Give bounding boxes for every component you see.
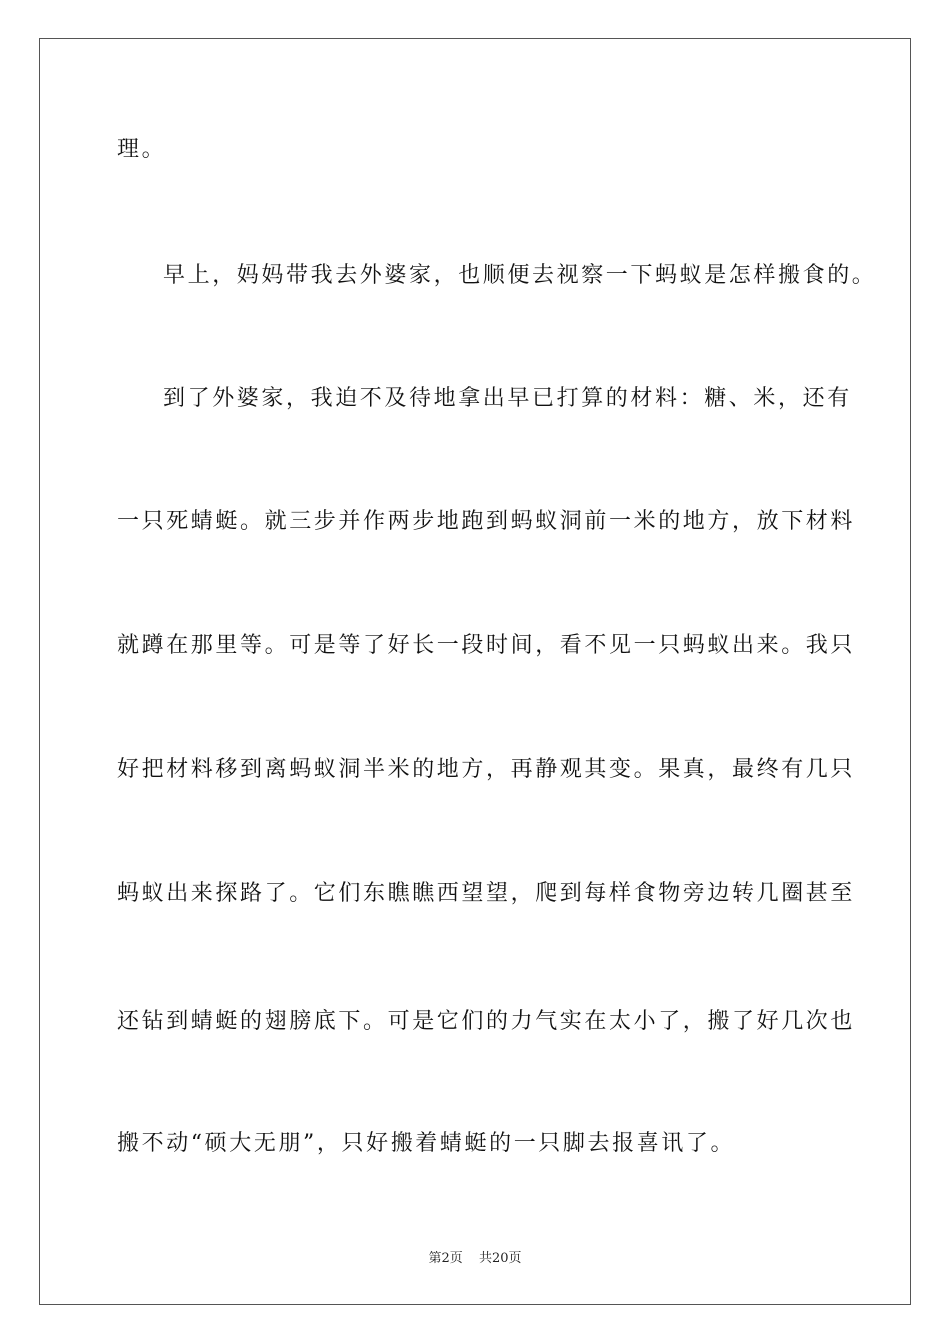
text-line-1: 理。 (117, 137, 167, 162)
page-footer (0, 1247, 950, 1266)
total-pages: 共20页 (478, 1251, 522, 1266)
text-line-7: 蚂蚁出来探路了。它们东瞧瞧西望望，爬到每样食物旁边转几圈甚至 (117, 881, 856, 906)
paragraph-start-line-3: 到了外婆家，我迫不及待地拿出早已打算的材料：糖、米，还有 (163, 386, 852, 411)
text-line-8: 还钻到蜻蜓的翅膀底下。可是它们的力气实在太小了，搬了好几次也 (117, 1009, 856, 1034)
text-line-9: 搬不动“硕大无朋”，只好搬着蜻蜓的一只脚去报喜讯了。 (117, 1131, 736, 1156)
paragraph-start-line-2: 早上，妈妈带我去外婆家，也顺便去视察一下蚂蚁是怎样搬食的。 (163, 263, 877, 288)
page-border (39, 38, 911, 1305)
text-line-4: 一只死蜻蜓。就三步并作两步地跑到蚂蚁洞前一米的地方，放下材料 (117, 509, 856, 534)
text-line-6: 好把材料移到离蚂蚁洞半米的地方，再静观其变。果真，最终有几只 (117, 757, 856, 782)
page-number: 第2页 (428, 1251, 463, 1266)
text-line-5: 就蹲在那里等。可是等了好长一段时间，看不见一只蚂蚁出来。我只 (117, 633, 856, 658)
